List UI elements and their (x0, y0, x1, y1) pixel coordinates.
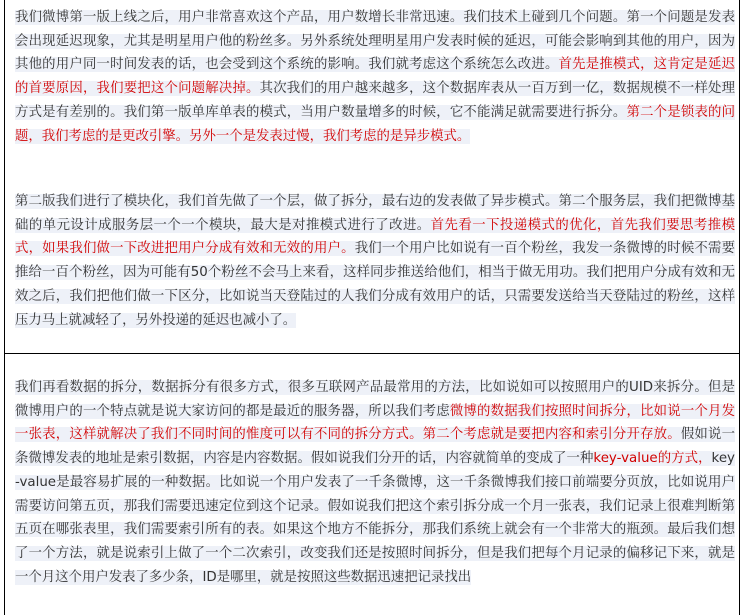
paragraph-3-text-3: key-value是最容易扩展的一种数据。比如说一个用户发表了一千条微博，这一千条微博我们接口前端要分页放，比如说用户需要访问第五页，那我们需要迅速定位到这个记录。假如说我们把这个索引拆分成一个月一张表，我们记录上很难判断第五页在哪张表里，我们需要索引所有的表。如果这个地方不能拆分，那我们系统上就会有一个非常大的瓶颈。最后我们想了一个方法，就是说索引上做了一个二次索引，改变我们还是按照时间拆分，但是我们把每个月记录的偏移记下来，就是一个月这个用户发表了多少条，ID是哪里，就是按照这些数据迅速把记录找出 (15, 451, 735, 585)
paragraph-2 (15, 190, 735, 332)
paragraph-3-highlight-key-value: key-value的方式， (593, 451, 712, 467)
article-frame (4, 0, 740, 615)
paragraph-2-text: 第二版我们进行了模块化，我们首先做了一个层，做了拆分，最右边的发表做了异步模式。第二个服务层，我们把微博基础的单元设计成服务层一个一个模块，最大是对推模式进行了改进。 (15, 194, 735, 233)
paragraph-3-text-2: 假如说一条微博发表的地址是索引数据，内容是内容数据。假如说我们分开的话，内容就简单的变成了一种 (15, 427, 736, 467)
section-divider (5, 353, 739, 354)
paragraph-3-text: 我们再看数据的拆分，数据拆分有很多方式，很多互联网产品最常用的方法，比如说如可以按照用户的UID来拆分。但是微博用户的一个特点就是说大家访问的都是最近的服务器，所以我们考虑 (15, 380, 735, 419)
paragraph-1-highlight-lock-async: 第二个是锁表的问题，我们考虑的是更改引擎。另外一个是发表过慢，我们考虑的是异步模式。 (15, 104, 736, 144)
paragraph-3-highlight-time-split: 微博的数据我们按照时间拆分，比如说一个月发一张表，这样就解决了我们不同时间的惟度可以有不同的拆分方式。第二个考虑就是要把内容和索引分开存放。 (15, 403, 736, 443)
paragraph-1-highlight-push-model: 首先是推模式，这肯定是延迟的首要原因，我们要把这个问题解决掉。 (15, 57, 736, 97)
paragraph-3 (15, 376, 735, 589)
paragraph-1-text: 我们微博第一版上线之后，用户非常喜欢这个产品，用户数增长非常迅速。我们技术上碰到几个问题。第一个问题是发表会出现延迟现象，尤其是明星用户他的粉丝多。另外系统处理明星用户发表时候的延迟，可能会影响到其他的用户，因为其他的用户同一时间发表的话，也会受到这个系统的影响。我们就考虑这个系统怎么改进。 (15, 10, 735, 73)
paragraph-2-highlight-delivery: 首先看一下投递模式的优化，首先我们要思考推模式，如果我们做一下改进把用户分成有效和无效的用户。 (15, 217, 736, 257)
paragraph-1-text-2: 其次我们的用户越来越多，这个数据库表从一百万到一亿，数据规模不一样处理方式是有差别的。我们第一版单库单表的模式，当用户数量增多的时候，它不能满足就需要进行拆分。 (15, 81, 736, 120)
paragraph-2-text-2: 我们一个用户比如说有一百个粉丝，我发一条微博的时候不需要推给一百个粉丝，因为可能有50个粉丝不会马上来看，这样同步推送给他们，相当于做无用功。我们把用户分成有效和无效之后，我们把他们做一下区分，比如说当天登陆过的人我们分成有效用户的话，只需要发送给当天登陆过的粉丝，这样压力马上就减轻了，另外投递的延迟也减小了。 (15, 241, 736, 328)
paragraph-1 (15, 6, 735, 148)
